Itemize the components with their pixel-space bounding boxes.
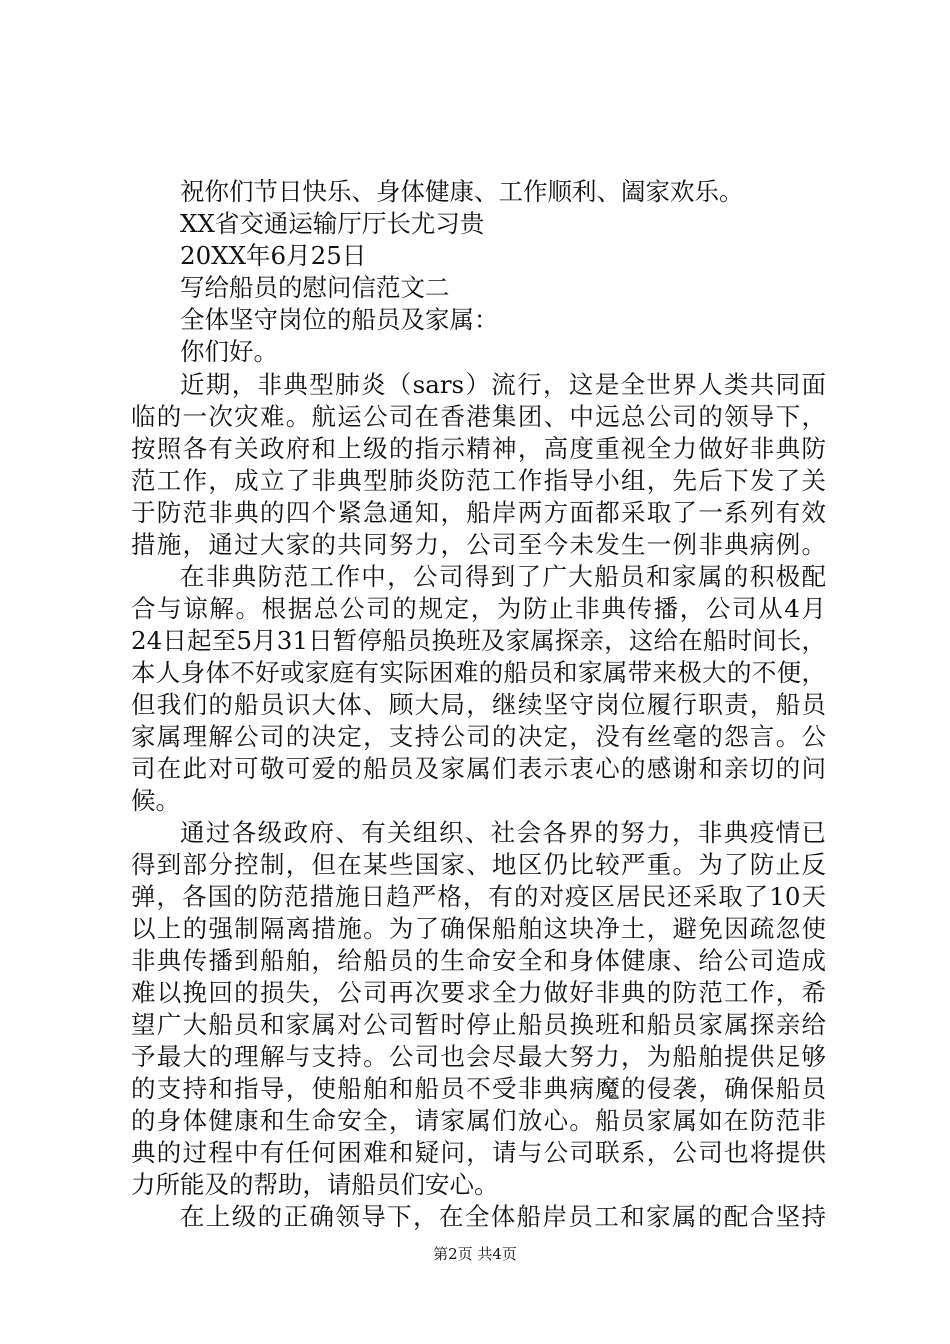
paragraph-line: 弹，各国的防范措施日趋严格，有的对疫区居民还采取了10天 [131,882,826,911]
paragraph-line: 24日起至5月31日暂停船员换班及家属探亲，这给在船时间长， [131,626,826,655]
paragraph-line: 望广大船员和家属对公司暂时停止船员换班和船员家属探亲给 [131,1010,826,1039]
greeting: 你们好。 [180,337,278,366]
paragraph-line: 在非典防范工作中，公司得到了广大船员和家属的积极配 [180,562,826,591]
paragraph-line: 合与谅解。根据总公司的规定，为防止非典传播，公司从4月 [131,594,826,623]
paragraph-line: 范工作，成立了非典型肺炎防范工作指导小组，先后下发了关 [131,466,826,495]
paragraph-line: 措施，通过大家的共同努力，公司至今未发生一例非典病例。 [131,530,826,559]
paragraph-line: 难以挽回的损失，公司再次要求全力做好非典的防范工作，希 [131,978,826,1007]
paragraph-line: 典的过程中有任何困难和疑问，请与公司联系，公司也将提供 [131,1138,826,1167]
page-number-footer: 第2页 共4页 [433,1245,517,1263]
paragraph-line: 力所能及的帮助，请船员们安心。 [131,1170,499,1199]
paragraph-line: 于防范非典的四个紧急通知，船岸两方面都采取了一系列有效 [131,498,826,527]
paragraph-line: 本人身体不好或家庭有实际困难的船员和家属带来极大的不便， [131,658,826,687]
paragraph-line: 司在此对可敬可爱的船员及家属们表示衷心的感谢和亲切的问 [131,754,826,783]
closing-wish: 祝你们节日快乐、身体健康、工作顺利、阖家欢乐。 [180,177,744,206]
paragraph-line: 在上级的正确领导下，在全体船岸员工和家属的配合坚持 [180,1202,826,1231]
paragraph-line: 的身体健康和生命安全，请家属们放心。船员家属如在防范非 [131,1106,826,1135]
paragraph-line: 以上的强制隔离措施。为了确保船舶这块净土，避免因疏忽使 [131,914,826,943]
paragraph-line: 候。 [131,786,180,815]
paragraph-line: 得到部分控制，但在某些国家、地区仍比较严重。为了防止反 [131,850,826,879]
paragraph-line: 家属理解公司的决定，支持公司的决定，没有丝毫的怨言。公 [131,722,826,751]
paragraph-line: 但我们的船员识大体、顾大局，继续坚守岗位履行职责，船员 [131,690,826,719]
paragraph-line: 的支持和指导，使船舶和船员不受非典病魔的侵袭，确保船员 [131,1074,826,1103]
paragraph-line: 非典传播到船舶，给船员的生命安全和身体健康、给公司造成 [131,946,826,975]
paragraph-line: 临的一次灾难。航运公司在香港集团、中远总公司的领导下， [131,402,826,431]
paragraph-line: 近期，非典型肺炎（sars）流行，这是全世界人类共同面 [180,370,826,399]
signature-date: 20XX年6月25日 [180,241,367,270]
paragraph-line: 按照各有关政府和上级的指示精神，高度重视全力做好非典防 [131,434,826,463]
signature-name: XX省交通运输厅厅长尤习贵 [180,209,485,238]
section-title: 写给船员的慰问信范文二 [180,273,450,302]
salutation: 全体坚守岗位的船员及家属： [180,305,499,334]
paragraph-line: 予最大的理解与支持。公司也会尽最大努力，为船舶提供足够 [131,1042,826,1071]
paragraph-line: 通过各级政府、有关组织、社会各界的努力，非典疫情已 [180,818,826,847]
